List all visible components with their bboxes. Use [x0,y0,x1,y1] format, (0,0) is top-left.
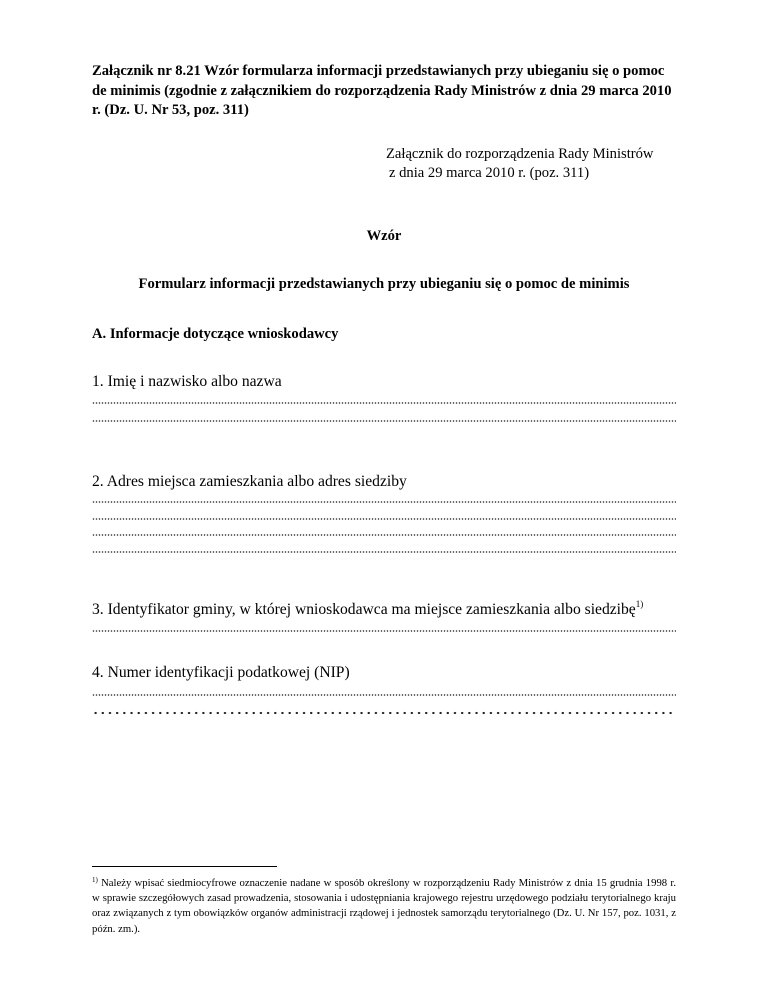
field-2-label: 2. Adres miejsca zamieszkania albo adres siedziby [92,473,407,490]
field-2-line-3[interactable] [92,534,676,536]
annex-line-1: Załącznik do rozporządzenia Rady Ministrów [386,146,654,162]
footnote-text: Należy wpisać siedmiocyfrowe oznaczenie nadane w sposób określony w rozporządzeniu Rady Ministrów z dnia 15 grudnia 1998 r. w sprawie szczegółowych zasad prowadzenia, stosowania i udostępniania krajowego rejestru urzędowego podziału terytorialnego kraju oraz związanych z tym obowiązków organów administracji rządowej i jednostek samorządu terytorialnego (Dz. U. Nr 157, poz. 1031, z późn. zm.). [92,877,676,935]
annex-line-2: z dnia 29 marca 2010 r. (poz. 311) [389,165,590,181]
footnote-separator [92,866,277,867]
field-3-line-1[interactable] [92,630,676,632]
section-a-title: A. Informacje dotyczące wnioskodawcy [92,326,339,342]
wzor-label: Wzór [366,228,402,244]
field-1-label: 1. Imię i nazwisko albo nazwa [92,373,282,390]
footnote-marker: 1) [92,876,98,884]
field-1-line-2[interactable] [92,420,676,422]
field-2-line-2[interactable] [92,518,676,520]
field-3-label [92,599,643,619]
field-4-line-2[interactable] [92,711,676,715]
field-3-label-text: 3. Identyfikator gminy, w której wnioskodawca ma miejsce zamieszkania albo siedzibę [92,601,636,618]
annex-note [386,145,686,183]
form-title: Formularz informacji przedstawianych przy ubieganiu się o pomoc de minimis [138,276,630,292]
field-3-footnote-ref: 1) [635,599,644,609]
footnote [92,873,676,937]
field-4-line-1[interactable] [92,694,676,696]
document-header: Załącznik nr 8.21 Wzór formularza informacji przedstawianych przy ubieganiu się o pomoc de minimis (zgodnie z załącznikiem do rozporządzenia Rady Ministrów z dnia 29 marca 2010 r. (Dz. U. Nr 53, poz. 311) [92,63,672,118]
field-4-label: 4. Numer identyfikacji podatkowej (NIP) [92,664,350,681]
field-1-line-1[interactable] [92,402,676,404]
field-2-line-1[interactable] [92,501,676,503]
field-2-line-4[interactable] [92,551,676,553]
